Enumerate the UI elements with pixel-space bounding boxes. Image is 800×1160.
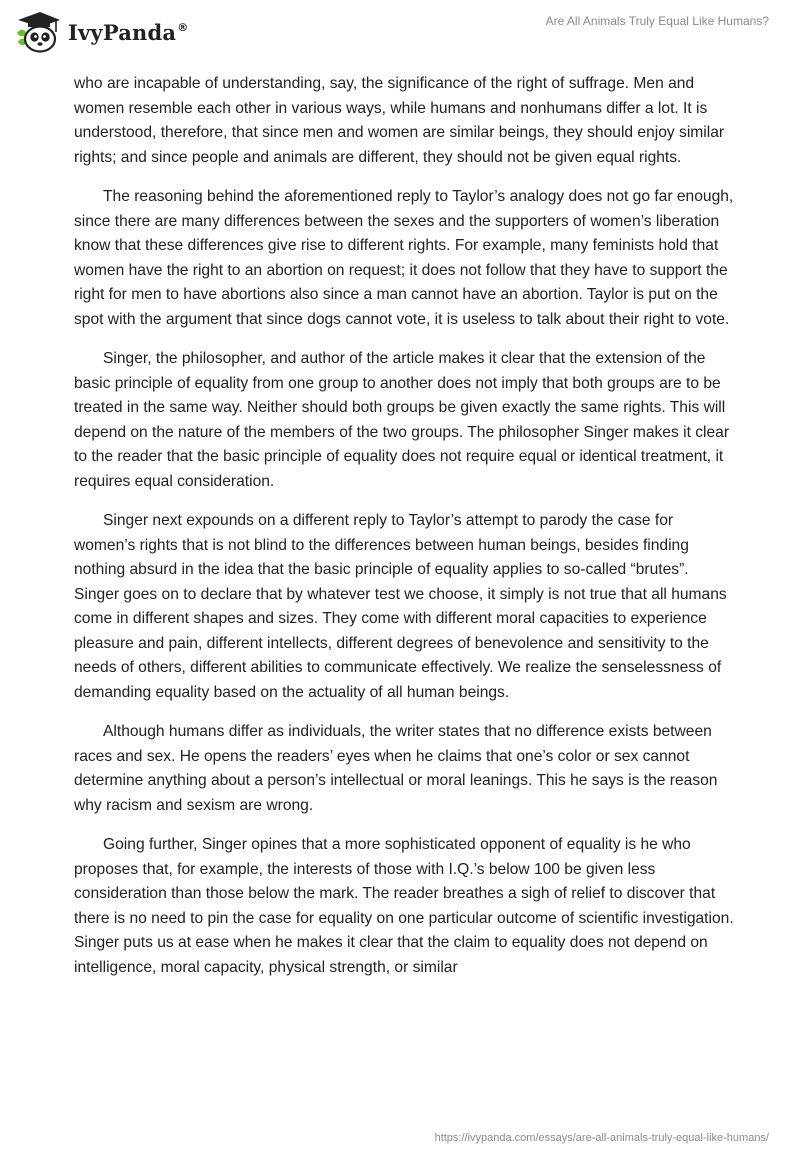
document-title: Are All Animals Truly Equal Like Humans? [545,14,769,28]
brand-logo[interactable] [14,9,188,53]
registered-mark: ® [177,20,189,34]
page-header [0,0,800,64]
paragraph: The reasoning behind the aforementioned reply to Taylor’s analogy does not go far enough, since there are many differences between the sexes and the supporters of women’s liberation know that these differences give rise to different rights. For example, many feminists hold that women have the right to an abortion on request; it does not follow that they have to support the right for men to have abortions also since a man cannot have an abortion. Taylor is put on the spot with the argument that since dogs cannot vote, it is useless to talk about their right to vote. [74,188,734,328]
brand-name [68,20,188,45]
source-url[interactable]: https://ivypanda.com/essays/are-all-animals-truly-equal-like-humans/ [434,1132,769,1144]
panda-graduate-icon [14,9,62,53]
brand-name-text: IvyPanda [68,19,177,45]
paragraph: Although humans differ as individuals, the writer states that no difference exists between races and sex. He opens the readers’ eyes when he claims that one’s color or sex cannot determine anything about a person’s intellectual or moral leanings. This he says is the reason why racism and sexism are wrong. [74,723,718,814]
essay-body [74,72,734,995]
paragraph: Singer, the philosopher, and author of the article makes it clear that the extension of the basic principle of equality from one group to another does not imply that both groups are to be treated in the same way. Neither should both groups be given exactly the same rights. This will depend on the nature of the members of the two groups. The philosopher Singer makes it clear to the reader that the basic principle of equality does not require equal or identical treatment, it requires equal consideration. [74,350,730,490]
paragraph: Going further, Singer opines that a more sophisticated opponent of equality is he who proposes that, for example, the interests of those with I.Q.’s below 100 be given less consideration than those below the mark. The reader breathes a sigh of relief to discover that there is no need to pin the case for equality on one particular outcome of scientific investigation. Singer puts us at ease when he makes it clear that the claim to equality does not depend on intelligence, moral capacity, physical strength, or similar [74,836,734,976]
paragraph: Singer next expounds on a different reply to Taylor’s attempt to parody the case for women’s rights that is not blind to the differences between human beings, besides finding nothing absurd in the idea that the basic principle of equality applies to so-called “brutes”. Singer goes on to declare that by whatever test we choose, it simply is not true that all humans come in different shapes and sizes. They come with different moral capacities to experience pleasure and pain, different intellects, different degrees of benevolence and sensitivity to the needs of others, different abilities to communicate effectively. We realize the senselessness of demanding equality based on the actuality of all human beings. [74,512,727,701]
paragraph: who are incapable of understanding, say, the significance of the right of suffrage. Men and women resemble each other in various ways, while humans and nonhumans differ a lot. It is understood, therefore, that since men and women are similar beings, they should enjoy similar rights; and since people and animals are different, they should not be given equal rights. [74,75,725,166]
